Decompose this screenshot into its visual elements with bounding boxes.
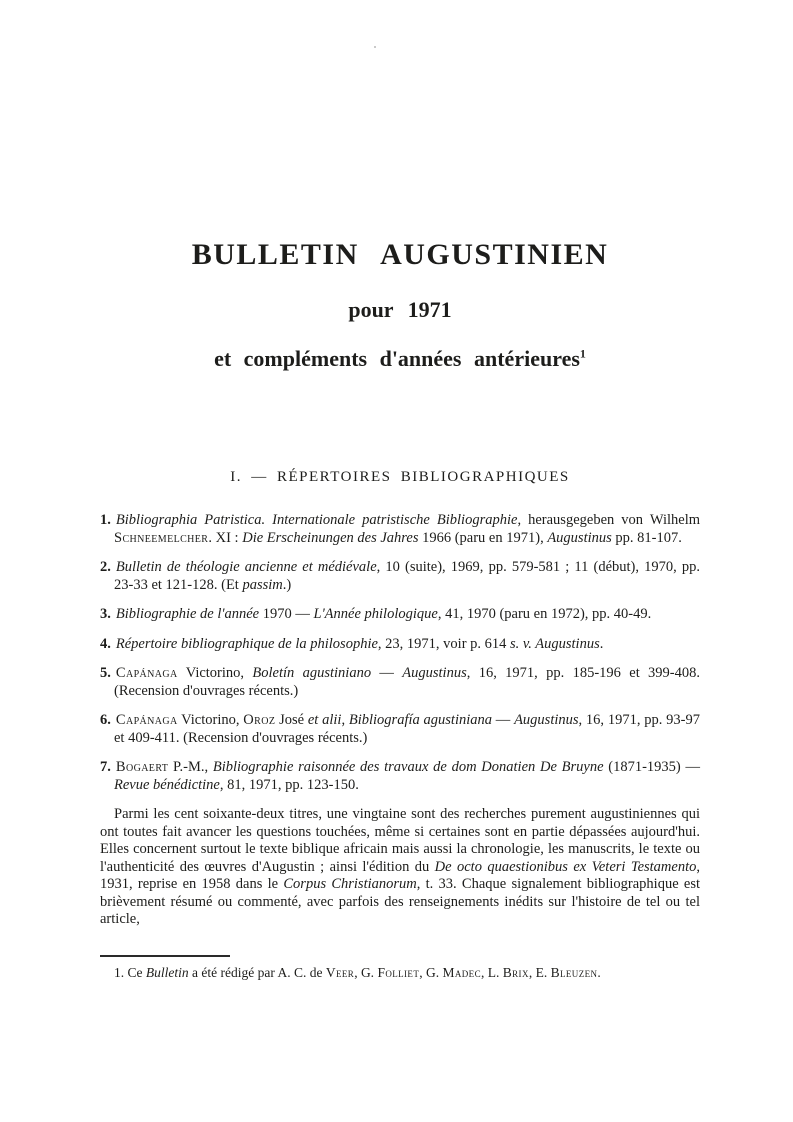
commentary-paragraph: Parmi les cent soixante-deux titres, une vingtaine sont des recherches purement augustiniennes qui ont toutes fait avancer les questions touchées, même si certaines sont en partie dépassées aujourd'hui. Elles concernent surtout le texte biblique africain mais aussi la chronologie, les manuscrits, le texte ou l'authenticité des œuvres d'Augustin ; ainsi l'édition du De octo quaestionibus ex Veteri Testamento, 1931, reprise en 1958 dans le Corpus Christianorum, t. 33. Chaque signalement bibliographique est brièvement résumé ou commenté, avec parfois des renseignements inédits sur l'histoire de tel ou tel article, (100, 806, 700, 927)
entry-text: Bogaert P.-M., Bibliographie raisonnée des travaux de dom Donatien De Bruyne (1871-1935) — Revue bénédictine, 81, 1971, pp. 123-150. (114, 759, 700, 793)
entry-text: Capánaga Victorino, Oroz José et alii, Bibliografía agustiniana — Augustinus, 16, 1971, pp. 93-97 et 409-411. (Recension d'ouvrages récents.) (114, 712, 700, 746)
entry-number: 6. (100, 712, 111, 728)
footnote-reference: 1 (579, 346, 586, 361)
footnote: 1. Ce Bulletin a été rédigé par A. C. de Veer, G. Folliet, G. Madec, L. Brix, E. Bleuzen. (114, 964, 601, 980)
footnote-separator-rule (100, 955, 230, 957)
subtitle-complement-text: et compléments d'années antérieures (214, 346, 580, 371)
bibliography-list (100, 512, 700, 794)
footnote-block (100, 955, 700, 981)
entry-text: Capánaga Victorino, Boletín agustiniano — Augustinus, 16, 1971, pp. 185-196 et 399-408. (Recension d'ouvrages récents.) (114, 665, 701, 699)
entry-number: 3. (100, 606, 111, 622)
bib-entry-5 (100, 665, 700, 700)
bib-entry-4 (100, 636, 700, 654)
entry-number: 5. (100, 665, 111, 681)
bib-entry-1 (100, 512, 700, 547)
entry-text: Bibliographia Patristica. Internationale patristische Bibliographie, herausgegeben von Wilhelm Schneemelcher. XI : Die Erscheinungen des Jahres 1966 (paru en 1971), Augustinus pp. 81-107. (114, 512, 701, 546)
bib-entry-7 (100, 759, 700, 794)
entry-number: 7. (100, 759, 111, 775)
entry-number: 1. (100, 512, 111, 528)
entry-text: Bibliographie de l'année 1970 — L'Année philologique, 41, 1970 (paru en 1972), pp. 40-49. (115, 606, 652, 622)
subtitle-year: pour 1971 (348, 297, 452, 322)
bib-entry-3 (100, 606, 700, 624)
subtitle-complement (100, 347, 700, 371)
entry-number: 4. (100, 635, 111, 652)
bib-entry-2 (100, 559, 700, 594)
page-title: BULLETIN AUGUSTINIEN (191, 238, 609, 271)
page-content (100, 0, 700, 981)
entry-number: 2. (100, 559, 111, 575)
entry-text: Bulletin de théologie ancienne et médiévale, 10 (suite), 1969, pp. 579-581 ; 11 (début), 1970, pp. 23-33 et 121-128. (Et passim.) (114, 559, 701, 593)
bib-entry-6 (100, 712, 700, 747)
section-heading: I. — RÉPERTOIRES BIBLIOGRAPHIQUES (230, 469, 570, 485)
entry-text: Répertoire bibliographique de la philosophie, 23, 1971, voir p. 614 s. v. Augustinus. (115, 635, 604, 652)
